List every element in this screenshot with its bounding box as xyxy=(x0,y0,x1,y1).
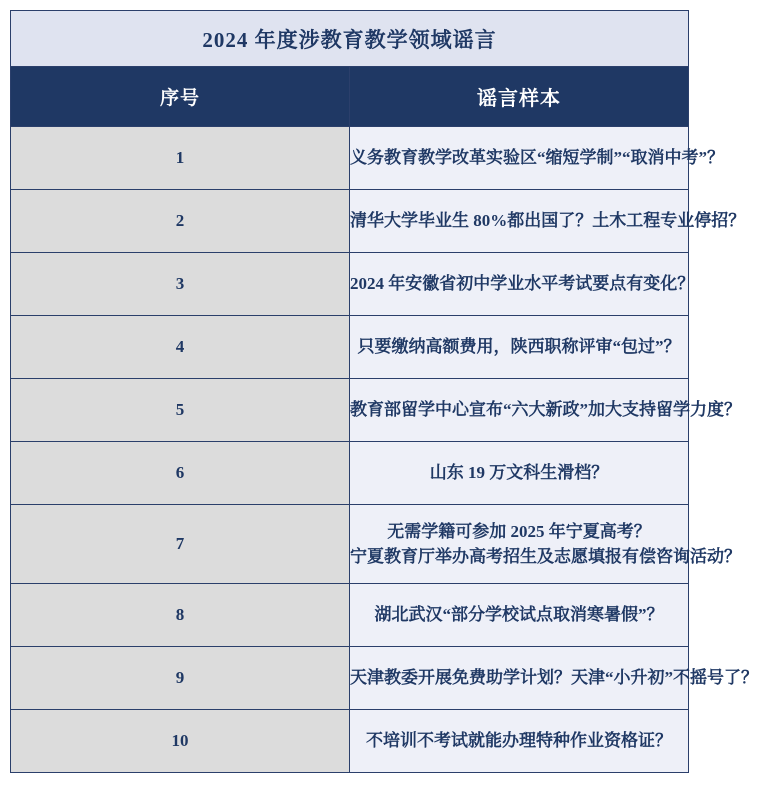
table-row xyxy=(11,190,689,253)
row-text xyxy=(350,253,695,316)
row-text-line: 不培训不考试就能办理特种作业资格证？ xyxy=(366,730,672,750)
row-text-line: 湖北武汉“部分学校试点取消寒暑假”？ xyxy=(374,604,664,624)
row-text-line: 只要缴纳高额费用，陕西职称评审“包过”？ xyxy=(357,336,681,356)
column-header-sample: 谣言样本 xyxy=(350,67,689,127)
table-row xyxy=(11,127,689,190)
row-index: 2 xyxy=(11,190,350,253)
row-text-line: 天津教委开展免费助学计划？天津“小升初”不摇号了？ xyxy=(350,667,758,687)
row-index: 3 xyxy=(11,253,350,316)
row-text xyxy=(350,505,741,584)
row-text xyxy=(350,710,689,773)
table-row xyxy=(11,379,689,442)
row-text xyxy=(350,127,724,190)
row-text-line: 2024 年安徽省初中学业水平考试要点有变化？ xyxy=(350,273,695,293)
row-text xyxy=(350,190,746,253)
table-row xyxy=(11,505,689,584)
table-row xyxy=(11,442,689,505)
table-row xyxy=(11,253,689,316)
row-index: 9 xyxy=(11,647,350,710)
row-index: 8 xyxy=(11,584,350,647)
row-text-line: 义务教育教学改革实验区“缩短学制”“取消中考”？ xyxy=(350,147,724,167)
page-title: 2024 年度涉教育教学领域谣言 xyxy=(11,11,689,67)
row-index: 6 xyxy=(11,442,350,505)
document-page xyxy=(0,10,758,811)
table-row xyxy=(11,584,689,647)
row-index: 7 xyxy=(11,505,350,584)
row-text xyxy=(350,647,758,710)
column-header-index: 序号 xyxy=(11,67,350,127)
row-index: 5 xyxy=(11,379,350,442)
table-row xyxy=(11,647,689,710)
table-row xyxy=(11,316,689,379)
row-index: 4 xyxy=(11,316,350,379)
row-text-line: 无需学籍可参加 2025 年宁夏高考？ xyxy=(387,521,651,541)
row-text xyxy=(350,316,689,379)
row-text-line: 宁夏教育厅举办高考招生及志愿填报有偿咨询活动？ xyxy=(350,547,741,566)
row-text xyxy=(350,442,689,505)
row-text-line: 山东 19 万文科生滑档？ xyxy=(429,462,609,482)
table-row xyxy=(11,710,689,773)
rumor-table xyxy=(10,10,758,773)
table-header-row xyxy=(11,67,689,127)
row-index: 10 xyxy=(11,710,350,773)
row-text-line: 清华大学毕业生 80%都出国了？土木工程专业停招？ xyxy=(350,210,746,230)
row-index: 1 xyxy=(11,127,350,190)
row-text xyxy=(350,379,741,442)
row-text-line: 教育部留学中心宣布“六大新政”加大支持留学力度？ xyxy=(350,399,741,419)
row-text xyxy=(350,584,689,647)
table-title-row xyxy=(11,11,689,67)
